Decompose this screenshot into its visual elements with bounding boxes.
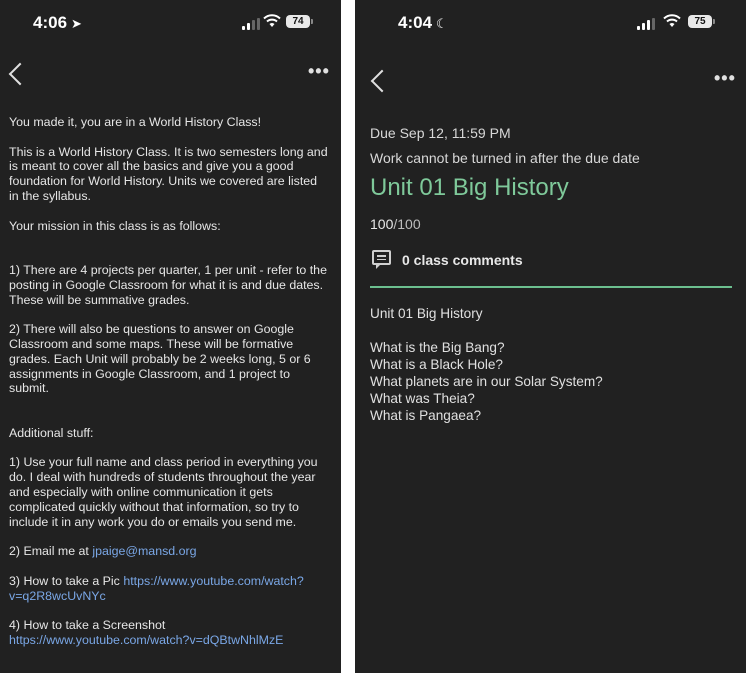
class-description xyxy=(9,115,329,648)
link[interactable]: https://www.youtube.com/watch?v=dQBtwNhlMzE xyxy=(9,632,284,647)
paragraph-text: This is a World History Class. It is two semesters long and is meant to cover all the basics and give you a good foundation for World History. Units we covered are listed in the syllabus. xyxy=(9,144,328,203)
cellular-signal-icon xyxy=(637,18,655,30)
points xyxy=(370,216,421,232)
status-bar xyxy=(0,0,341,44)
right-phone-screen xyxy=(355,0,746,673)
description-line: What planets are in our Solar System? xyxy=(370,374,603,389)
paragraph-text: 2) There will also be questions to answer on Google Classroom and some maps. These will be formative grades. Each Unit will probably be 2 weeks long, 5 or 6 assignments in Google Classroom, and 1 project to submit. xyxy=(9,322,311,396)
battery-icon: 74 xyxy=(286,15,310,28)
paragraph-text: 2) Email me at xyxy=(9,544,93,559)
assignment-title: Unit 01 Big History xyxy=(370,174,569,201)
divider xyxy=(370,286,732,288)
more-options-icon[interactable]: ••• xyxy=(714,68,736,88)
description-line: What is Pangaea? xyxy=(370,408,482,423)
description-line: What is a Black Hole? xyxy=(370,357,503,372)
paragraph xyxy=(9,455,329,529)
more-options-icon[interactable]: ••• xyxy=(308,61,330,81)
paragraph-text: Additional stuff: xyxy=(9,425,94,440)
paragraph xyxy=(9,618,329,648)
link[interactable]: https://www.youtube.com/watch?v=q2R8wcUvNYc xyxy=(9,573,304,603)
paragraph-text: You made it, you are in a World History Class! xyxy=(9,115,262,129)
moon-icon: ☾ xyxy=(436,16,448,31)
paragraph xyxy=(9,145,329,204)
status-time: 4:04 ☾ xyxy=(398,13,448,32)
paragraph-text: 1) There are 4 projects per quarter, 1 per unit - refer to the posting in Google Classroom for what it is and due dates. These will be summative grades. xyxy=(9,262,327,307)
paragraph-text: 4) How to take a Screenshot xyxy=(9,618,166,633)
back-button[interactable] xyxy=(371,70,394,93)
battery-icon: 75 xyxy=(688,15,712,28)
location-arrow-icon: ➤ xyxy=(71,16,82,31)
back-button[interactable] xyxy=(9,63,32,86)
description-line: Unit 01 Big History xyxy=(370,306,483,321)
paragraph-text: 1) Use your full name and class period in everything you do. I deal with hundreds of students throughout the year and especially with online communication it gets complicated quickly without that information, so try to include it in any work you do or emails you send me. xyxy=(9,455,318,529)
paragraph-text: 3) How to take a Pic xyxy=(9,573,124,588)
assignment-description xyxy=(370,305,730,424)
link[interactable]: jpaige@mansd.org xyxy=(92,544,197,559)
status-bar xyxy=(355,0,746,44)
description-line xyxy=(370,322,730,339)
paragraph xyxy=(9,574,329,604)
paragraph xyxy=(9,115,329,130)
paragraph xyxy=(9,544,329,559)
points-earned: 100 xyxy=(370,216,394,232)
paragraph xyxy=(9,219,329,234)
description-line: What is the Big Bang? xyxy=(370,340,505,355)
wifi-icon xyxy=(663,14,681,28)
paragraph xyxy=(9,322,329,396)
points-total: /100 xyxy=(393,216,421,232)
due-date: Due Sep 12, 11:59 PM xyxy=(370,125,511,141)
paragraph xyxy=(9,426,329,441)
left-phone-screen xyxy=(0,0,341,673)
paragraph-text: Your mission in this class is as follows: xyxy=(9,218,221,233)
paragraph xyxy=(9,263,329,307)
description-line: What was Theia? xyxy=(370,391,475,406)
class-comments-link[interactable]: 0 class comments xyxy=(402,252,523,268)
cellular-signal-icon xyxy=(242,18,260,30)
wifi-icon xyxy=(263,14,281,28)
late-policy-note: Work cannot be turned in after the due date xyxy=(370,150,640,166)
status-time: 4:06 ➤ xyxy=(33,13,82,32)
comment-icon[interactable] xyxy=(372,250,391,265)
